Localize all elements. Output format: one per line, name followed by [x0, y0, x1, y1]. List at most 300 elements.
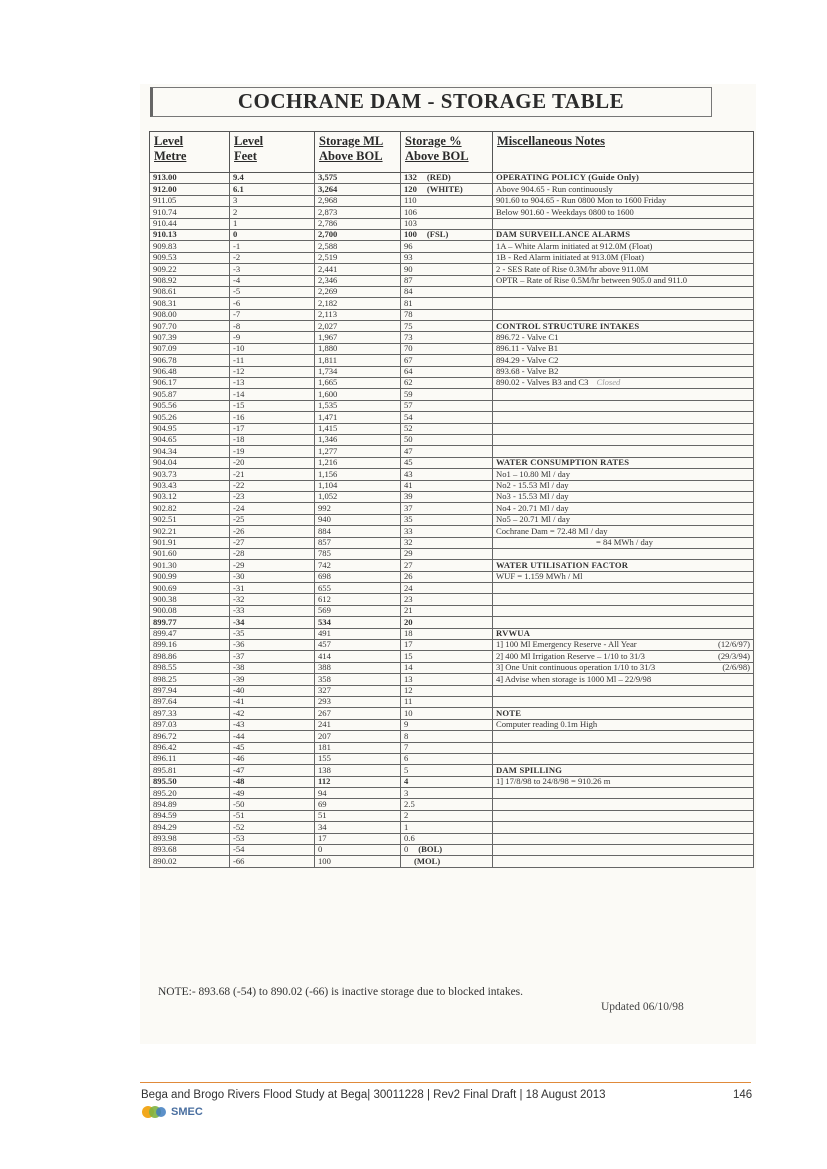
storage-pct-cell	[401, 275, 493, 286]
pct-value: 106	[404, 206, 417, 217]
storage-ml-cell: 2,873	[315, 207, 401, 218]
note-text: No5 – 20.71 Ml / day	[496, 514, 570, 525]
table-row	[150, 685, 754, 696]
storage-pct-cell	[401, 252, 493, 263]
pct-value: 52	[404, 423, 413, 434]
note-text: OPERATING POLICY (Guide Only)	[496, 172, 640, 183]
level-feet-cell: -38	[230, 662, 315, 673]
storage-pct-cell	[401, 503, 493, 514]
handwritten-note: Closed	[596, 377, 621, 388]
note-cell	[493, 799, 754, 810]
level-metre-cell: 910.74	[150, 207, 230, 218]
storage-pct-cell	[401, 195, 493, 206]
note-text: 896.11 - Valve B1	[496, 343, 559, 354]
level-metre-cell: 911.05	[150, 195, 230, 206]
pct-value: 132	[404, 172, 417, 183]
note-cell	[493, 526, 754, 537]
storage-pct-cell	[401, 617, 493, 628]
storage-ml-cell: 241	[315, 719, 401, 730]
note-text: Above 904.65 - Run continuously	[496, 183, 613, 194]
level-metre-cell: 904.34	[150, 446, 230, 457]
level-metre-cell: 900.69	[150, 583, 230, 594]
storage-pct-cell	[401, 366, 493, 377]
storage-ml-cell: 1,535	[315, 400, 401, 411]
level-metre-cell: 906.17	[150, 378, 230, 389]
note-cell	[493, 742, 754, 753]
note-text: Below 901.60 - Weekdays 0800 to 1600	[496, 206, 634, 217]
pct-value: 62	[404, 377, 413, 388]
storage-ml-cell: 388	[315, 662, 401, 673]
table-row	[150, 491, 754, 502]
level-feet-cell: -18	[230, 434, 315, 445]
storage-ml-cell: 51	[315, 810, 401, 821]
pct-value: 78	[404, 309, 413, 320]
page-title: COCHRANE DAM - STORAGE TABLE	[237, 89, 625, 113]
table-row	[150, 457, 754, 468]
level-metre-cell: 890.02	[150, 856, 230, 867]
note-text: 1B - Red Alarm initiated at 913.0M (Float)	[496, 252, 644, 263]
note-text: 901.60 to 904.65 - Run 0800 Mon to 1600 Friday	[496, 195, 667, 206]
level-feet-cell: -44	[230, 731, 315, 742]
pct-value: 32	[404, 537, 413, 547]
table-row	[150, 309, 754, 320]
storage-pct-cell	[401, 446, 493, 457]
level-metre-cell: 902.21	[150, 526, 230, 537]
storage-pct-cell	[401, 731, 493, 742]
pct-value: 35	[404, 514, 413, 525]
note-cell	[493, 332, 754, 343]
level-feet-cell: -19	[230, 446, 315, 457]
table-row	[150, 355, 754, 366]
storage-pct-cell	[401, 856, 493, 867]
table-row	[150, 560, 754, 571]
storage-pct-cell	[401, 309, 493, 320]
level-metre-cell: 907.39	[150, 332, 230, 343]
pct-value: 8	[404, 730, 409, 741]
level-metre-cell: 899.77	[150, 617, 230, 628]
level-feet-cell: -34	[230, 617, 315, 628]
pct-value: 50	[404, 434, 413, 445]
level-metre-cell: 900.08	[150, 605, 230, 616]
pct-value: 45	[404, 457, 413, 468]
level-metre-cell: 900.99	[150, 571, 230, 582]
storage-ml-cell: 181	[315, 742, 401, 753]
note-text: No4 - 20.71 Ml / day	[496, 502, 569, 513]
pct-value: 5	[404, 764, 409, 775]
level-metre-cell: 907.09	[150, 343, 230, 354]
storage-pct-cell	[401, 696, 493, 707]
storage-ml-cell: 2,786	[315, 218, 401, 229]
storage-ml-cell: 94	[315, 788, 401, 799]
level-feet-cell: 2	[230, 207, 315, 218]
pct-value: 90	[404, 263, 413, 274]
level-metre-cell: 898.55	[150, 662, 230, 673]
storage-pct-cell	[401, 526, 493, 537]
pct-value: 18	[404, 628, 413, 639]
pct-value: 7	[404, 742, 409, 752]
note-cell	[493, 662, 754, 673]
footer-text: Bega and Brogo Rivers Flood Study at Bega| 30011228 | Rev2 Final Draft | 18 August 2013	[141, 1089, 606, 1101]
pct-value: 64	[404, 366, 413, 377]
storage-ml-cell: 34	[315, 822, 401, 833]
level-feet-cell: 1	[230, 218, 315, 229]
level-metre-cell: 895.50	[150, 776, 230, 787]
level-metre-cell: 897.03	[150, 719, 230, 730]
table-row	[150, 229, 754, 240]
table-row	[150, 264, 754, 275]
note-cell	[493, 583, 754, 594]
storage-ml-cell: 3,264	[315, 184, 401, 195]
level-tag: (WHITE)	[426, 183, 463, 194]
pct-value: 93	[404, 252, 413, 263]
storage-ml-cell: 884	[315, 526, 401, 537]
note-text: 2] 400 Ml Irrigation Reserve – 1/10 to 31/3	[496, 650, 645, 661]
note-cell	[493, 389, 754, 400]
level-metre-cell: 909.83	[150, 241, 230, 252]
level-metre-cell: 893.68	[150, 845, 230, 856]
storage-ml-cell: 69	[315, 799, 401, 810]
storage-pct-cell	[401, 742, 493, 753]
table-row	[150, 241, 754, 252]
level-tag: (RED)	[426, 172, 451, 183]
level-metre-cell: 893.98	[150, 833, 230, 844]
storage-pct-cell	[401, 765, 493, 776]
storage-pct-cell	[401, 400, 493, 411]
note-cell	[493, 343, 754, 354]
note-date: (12/6/97)	[718, 639, 750, 650]
pct-value: 110	[404, 195, 417, 206]
note-cell	[493, 548, 754, 559]
level-metre-cell: 908.31	[150, 298, 230, 309]
storage-pct-cell	[401, 822, 493, 833]
storage-ml-cell: 1,277	[315, 446, 401, 457]
note-cell	[493, 434, 754, 445]
level-feet-cell: -22	[230, 480, 315, 491]
storage-ml-cell: 1,216	[315, 457, 401, 468]
note-cell	[493, 651, 754, 662]
level-feet-cell: -43	[230, 719, 315, 730]
storage-ml-cell: 2,346	[315, 275, 401, 286]
note-cell	[493, 833, 754, 844]
level-metre-cell: 908.00	[150, 309, 230, 320]
storage-ml-cell: 534	[315, 617, 401, 628]
level-feet-cell: 9.4	[230, 173, 315, 184]
level-metre-cell: 908.92	[150, 275, 230, 286]
pct-value: 87	[404, 275, 413, 285]
storage-pct-cell	[401, 184, 493, 195]
table-row	[150, 594, 754, 605]
level-feet-cell: -15	[230, 400, 315, 411]
note-cell	[493, 423, 754, 434]
storage-ml-cell: 2,700	[315, 229, 401, 240]
table-row	[150, 719, 754, 730]
pct-value: 24	[404, 582, 413, 593]
table-row	[150, 480, 754, 491]
level-metre-cell: 901.91	[150, 537, 230, 548]
storage-ml-cell: 1,734	[315, 366, 401, 377]
storage-ml-cell: 138	[315, 765, 401, 776]
note-cell	[493, 298, 754, 309]
level-metre-cell: 910.44	[150, 218, 230, 229]
pct-value: 27	[404, 559, 413, 570]
level-metre-cell: 905.56	[150, 400, 230, 411]
note-cell	[493, 640, 754, 651]
storage-ml-cell: 414	[315, 651, 401, 662]
table-row	[150, 195, 754, 206]
table-row	[150, 788, 754, 799]
storage-pct-cell	[401, 594, 493, 605]
level-tag: (FSL)	[426, 229, 449, 240]
level-metre-cell: 902.82	[150, 503, 230, 514]
note-cell	[493, 856, 754, 867]
note-cell	[493, 412, 754, 423]
level-feet-cell: -51	[230, 810, 315, 821]
note-cell	[493, 674, 754, 685]
storage-ml-cell: 2,519	[315, 252, 401, 263]
storage-pct-cell	[401, 685, 493, 696]
table-row	[150, 423, 754, 434]
level-feet-cell: 0	[230, 229, 315, 240]
storage-ml-cell: 293	[315, 696, 401, 707]
header-level-feet: Level Feet	[230, 132, 315, 173]
table-row	[150, 469, 754, 480]
storage-ml-cell: 785	[315, 548, 401, 559]
table-row	[150, 286, 754, 297]
note-cell	[493, 491, 754, 502]
level-metre-cell: 904.95	[150, 423, 230, 434]
note-cell	[493, 628, 754, 639]
storage-ml-cell: 1,811	[315, 355, 401, 366]
pct-value: 13	[404, 673, 413, 684]
storage-pct-cell	[401, 845, 493, 856]
footer-rule	[140, 1082, 751, 1083]
level-feet-cell: -11	[230, 355, 315, 366]
header-level-metre: Level Metre	[150, 132, 230, 173]
level-feet-cell: -28	[230, 548, 315, 559]
pct-value: 84	[404, 286, 413, 297]
note-text: = 84 MWh / day	[596, 537, 653, 547]
level-metre-cell: 907.70	[150, 321, 230, 332]
table-row	[150, 833, 754, 844]
level-metre-cell: 905.26	[150, 412, 230, 423]
storage-ml-cell: 3,575	[315, 173, 401, 184]
pct-value: 73	[404, 331, 413, 342]
note-cell	[493, 446, 754, 457]
storage-ml-cell: 2,968	[315, 195, 401, 206]
level-feet-cell: -53	[230, 833, 315, 844]
level-feet-cell: -45	[230, 742, 315, 753]
level-feet-cell: -24	[230, 503, 315, 514]
storage-pct-cell	[401, 537, 493, 548]
level-metre-cell: 898.25	[150, 674, 230, 685]
updated-date: Updated 06/10/98	[601, 1001, 684, 1013]
storage-ml-cell: 1,880	[315, 343, 401, 354]
table-row	[150, 708, 754, 719]
pct-value: 9	[404, 719, 409, 730]
storage-pct-cell	[401, 423, 493, 434]
pct-value: 47	[404, 445, 413, 456]
level-feet-cell: -52	[230, 822, 315, 833]
pct-value: 23	[404, 593, 413, 604]
level-feet-cell: -50	[230, 799, 315, 810]
table-row	[150, 184, 754, 195]
storage-pct-cell	[401, 719, 493, 730]
pct-value: 120	[404, 183, 417, 194]
level-metre-cell: 897.94	[150, 685, 230, 696]
storage-ml-cell: 1,471	[315, 412, 401, 423]
table-row	[150, 366, 754, 377]
pct-value: 103	[404, 218, 417, 228]
pct-value: 3	[404, 787, 409, 798]
note-cell	[493, 822, 754, 833]
storage-pct-cell	[401, 469, 493, 480]
table-row	[150, 776, 754, 787]
pct-value: 12	[404, 685, 413, 696]
note-text: 2 - SES Rate of Rise 0.3M/hr above 911.0M	[496, 263, 649, 274]
pct-value: 20	[404, 616, 413, 627]
note-cell	[493, 594, 754, 605]
storage-ml-cell: 2,441	[315, 264, 401, 275]
level-metre-cell: 895.20	[150, 788, 230, 799]
note-text: WATER CONSUMPTION RATES	[496, 457, 630, 468]
pct-value: 33	[404, 525, 413, 536]
pct-value: 11	[404, 696, 413, 707]
table-row	[150, 412, 754, 423]
pct-value: 14	[404, 662, 413, 673]
storage-ml-cell: 1,104	[315, 480, 401, 491]
storage-pct-cell	[401, 480, 493, 491]
storage-pct-cell	[401, 264, 493, 275]
note-cell	[493, 776, 754, 787]
level-metre-cell: 897.33	[150, 708, 230, 719]
table-row	[150, 571, 754, 582]
storage-pct-cell	[401, 833, 493, 844]
note-text: No1 – 10.80 Ml / day	[496, 468, 570, 479]
table-header-row	[150, 132, 754, 173]
note-cell	[493, 229, 754, 240]
storage-ml-cell: 491	[315, 628, 401, 639]
note-cell	[493, 378, 754, 389]
pct-value: 75	[404, 320, 413, 331]
storage-ml-cell: 2,182	[315, 298, 401, 309]
header-storage-pct: Storage % Above BOL	[401, 132, 493, 173]
table-row	[150, 822, 754, 833]
level-metre-cell: 900.38	[150, 594, 230, 605]
storage-ml-cell: 155	[315, 753, 401, 764]
pct-value: 17	[404, 639, 413, 650]
level-feet-cell: -27	[230, 537, 315, 548]
note-cell	[493, 617, 754, 628]
pct-value: 0.6	[404, 833, 415, 844]
level-metre-cell: 896.42	[150, 742, 230, 753]
pct-value: 10	[404, 707, 413, 718]
note-cell	[493, 571, 754, 582]
storage-pct-cell	[401, 389, 493, 400]
storage-pct-cell	[401, 560, 493, 571]
table-row	[150, 765, 754, 776]
storage-pct-cell	[401, 218, 493, 229]
level-feet-cell: -25	[230, 514, 315, 525]
note-text: No2 - 15.53 Ml / day	[496, 480, 569, 490]
note-cell	[493, 252, 754, 263]
storage-pct-cell	[401, 810, 493, 821]
level-metre-cell: 909.22	[150, 264, 230, 275]
table-row	[150, 810, 754, 821]
table-row	[150, 378, 754, 389]
note-date: (2/6/98)	[722, 662, 750, 673]
table-row	[150, 845, 754, 856]
table-row	[150, 503, 754, 514]
level-metre-cell: 894.89	[150, 799, 230, 810]
note-text: 1] 100 Ml Emergency Reserve - All Year	[496, 639, 637, 650]
note-cell	[493, 708, 754, 719]
note-text: 1] 17/8/98 to 24/8/98 = 910.26 m	[496, 776, 611, 787]
storage-pct-cell	[401, 640, 493, 651]
level-metre-cell: 899.16	[150, 640, 230, 651]
note-cell	[493, 605, 754, 616]
storage-pct-cell	[401, 548, 493, 559]
storage-ml-cell: 742	[315, 560, 401, 571]
note-cell	[493, 753, 754, 764]
storage-pct-cell	[401, 378, 493, 389]
storage-ml-cell: 612	[315, 594, 401, 605]
note-cell	[493, 765, 754, 776]
storage-pct-cell	[401, 343, 493, 354]
level-feet-cell: -23	[230, 491, 315, 502]
storage-pct-cell	[401, 776, 493, 787]
storage-pct-cell	[401, 662, 493, 673]
level-feet-cell: -10	[230, 343, 315, 354]
note-cell	[493, 845, 754, 856]
level-metre-cell: 903.43	[150, 480, 230, 491]
storage-ml-cell: 1,415	[315, 423, 401, 434]
note-text: 896.72 - Valve C1	[496, 331, 559, 342]
page-number: 146	[733, 1089, 753, 1101]
storage-ml-cell: 207	[315, 731, 401, 742]
note-cell	[493, 309, 754, 320]
table-row	[150, 605, 754, 616]
note-text: 894.29 - Valve C2	[496, 354, 559, 365]
storage-ml-cell: 327	[315, 685, 401, 696]
pct-value: 100	[404, 229, 417, 240]
note-cell	[493, 275, 754, 286]
level-metre-cell: 908.61	[150, 286, 230, 297]
table-row	[150, 537, 754, 548]
note-text: 890.02 - Valves B3 and C3	[496, 377, 589, 388]
storage-ml-cell: 655	[315, 583, 401, 594]
note-cell	[493, 207, 754, 218]
note-text: WATER UTILISATION FACTOR	[496, 559, 629, 570]
level-metre-cell: 913.00	[150, 173, 230, 184]
table-row	[150, 446, 754, 457]
note-text: 1A – White Alarm initiated at 912.0M (Float)	[496, 240, 653, 251]
storage-pct-cell	[401, 241, 493, 252]
header-notes: Miscellaneous Notes	[493, 132, 754, 173]
note-text: DAM SPILLING	[496, 764, 563, 775]
table-row	[150, 218, 754, 229]
storage-pct-cell	[401, 286, 493, 297]
note-cell	[493, 184, 754, 195]
pct-value: 29	[404, 548, 413, 559]
note-cell	[493, 355, 754, 366]
level-feet-cell: -39	[230, 674, 315, 685]
pct-value: 67	[404, 354, 413, 365]
table-row	[150, 753, 754, 764]
storage-pct-cell	[401, 799, 493, 810]
note-text: DAM SURVEILLANCE ALARMS	[496, 229, 631, 240]
note-cell	[493, 503, 754, 514]
note-text: 893.68 - Valve B2	[496, 366, 559, 377]
